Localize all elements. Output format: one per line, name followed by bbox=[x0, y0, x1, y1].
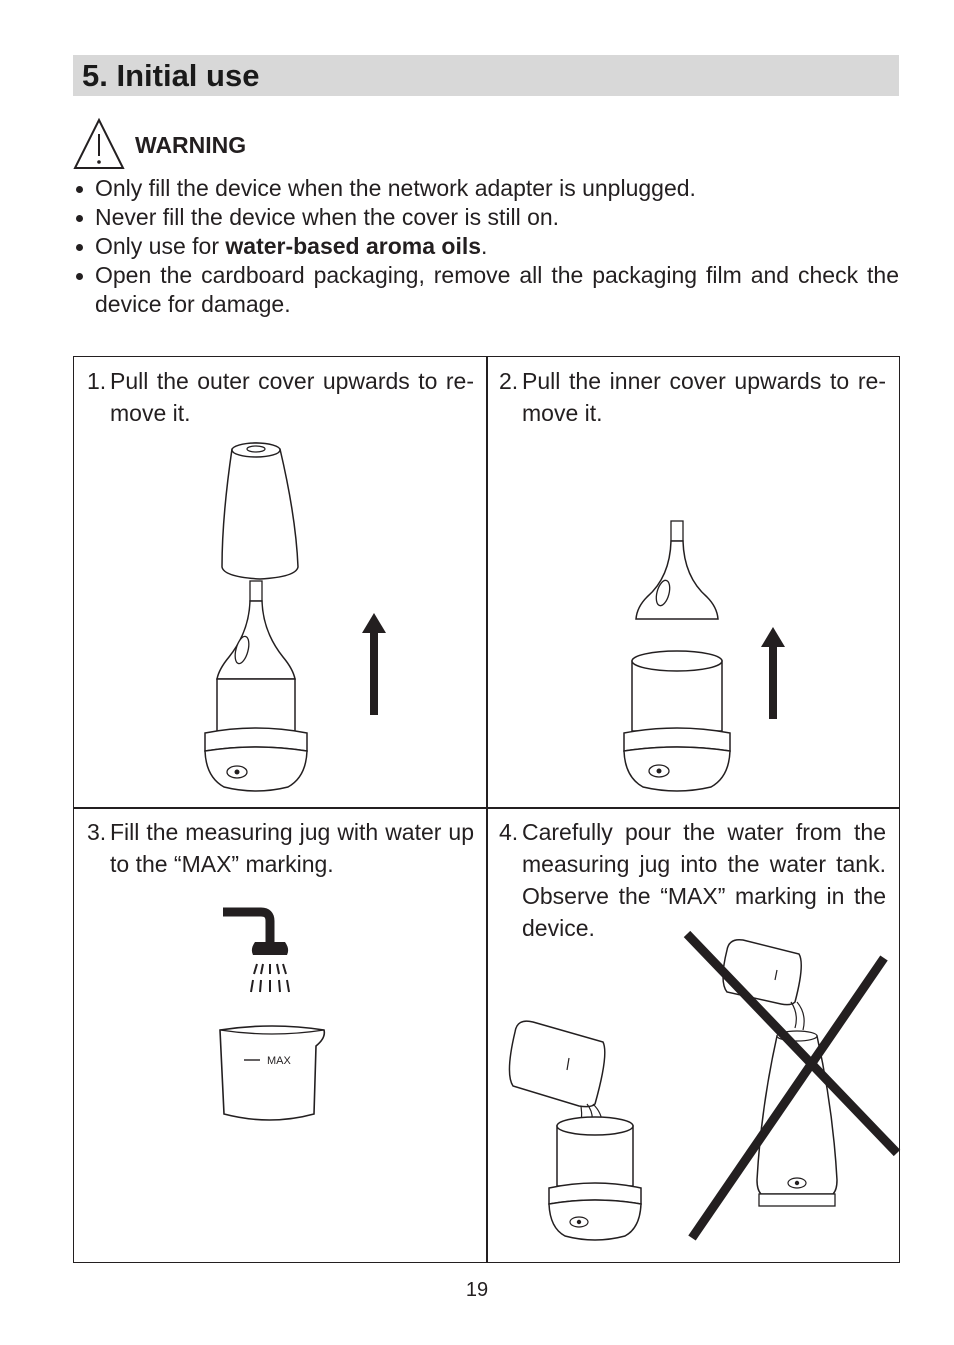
diffuser-device-icon bbox=[205, 581, 307, 791]
inner-cover-icon bbox=[636, 521, 718, 619]
section-heading: 5. Initial use bbox=[73, 55, 899, 96]
step-text: Carefully pour the water from the measuring jug into the water tank. Observe the “MAX” marking in the device. bbox=[522, 819, 886, 941]
warning-item bbox=[73, 261, 899, 319]
step-text: Pull the outer cover upwards to re-move it. bbox=[110, 368, 474, 426]
step-1-illustration bbox=[74, 357, 486, 807]
outer-cover-icon bbox=[222, 443, 298, 579]
jug-max-label: MAX bbox=[267, 1055, 291, 1067]
open-tank-device-icon bbox=[549, 1117, 641, 1240]
warning-item bbox=[73, 174, 899, 203]
warning-header bbox=[73, 118, 373, 170]
warning-item-text: Never fill the device when the cover is still on. bbox=[95, 204, 560, 230]
step-2-illustration bbox=[487, 357, 900, 807]
warning-label: WARNING bbox=[135, 132, 247, 158]
steps-grid bbox=[73, 356, 900, 1263]
warning-item-emphasis: water-based aroma oils bbox=[225, 233, 482, 259]
step-number: 3. bbox=[87, 819, 107, 845]
water-stream-icon bbox=[791, 1002, 804, 1030]
pouring-jug-icon bbox=[723, 940, 801, 1005]
step-4-illustration bbox=[487, 808, 900, 1262]
measuring-jug-icon bbox=[220, 1026, 324, 1120]
water-tank-icon bbox=[624, 651, 730, 791]
arrow-up-icon bbox=[761, 627, 785, 719]
arrow-up-icon bbox=[362, 613, 386, 715]
warning-item-punct: . bbox=[481, 233, 488, 259]
step-number: 1. bbox=[87, 368, 107, 394]
step-4-cell bbox=[487, 808, 900, 1262]
faucet-icon bbox=[223, 912, 289, 992]
pouring-jug-icon bbox=[509, 1021, 604, 1107]
step-text: Pull the inner cover upwards to re-move it. bbox=[522, 368, 886, 426]
step-number: 4. bbox=[499, 819, 519, 845]
step-number: 2. bbox=[499, 368, 519, 394]
warning-item-text: Open the cardboard packaging, remove all the packaging film and check the device for damage. bbox=[95, 262, 899, 317]
warning-item bbox=[73, 232, 899, 261]
step-1-cell bbox=[74, 357, 486, 807]
page-number: 19 bbox=[465, 1279, 489, 1301]
warning-list bbox=[73, 174, 899, 319]
warning-triangle-icon bbox=[73, 118, 125, 170]
step-3-illustration bbox=[74, 808, 486, 1262]
warning-item-text: Only fill the device when the network adapter is unplugged. bbox=[95, 175, 696, 201]
step-text: Fill the measuring jug with water up to the “MAX” marking. bbox=[110, 819, 474, 877]
warning-item-text: Only use for bbox=[95, 233, 226, 259]
warning-item bbox=[73, 203, 899, 232]
step-2-cell bbox=[487, 357, 900, 807]
step-3-cell bbox=[74, 808, 486, 1262]
